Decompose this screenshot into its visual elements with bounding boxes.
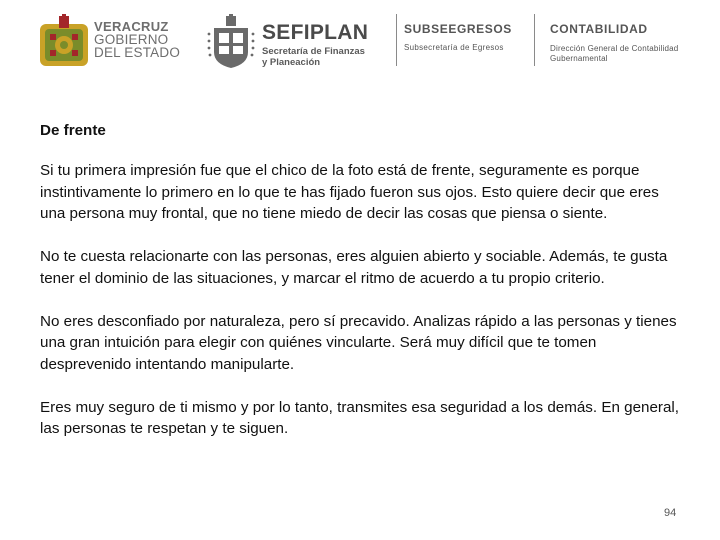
sefiplan-subtitle-line-1: Secretaría de Finanzas bbox=[262, 46, 365, 57]
page-header bbox=[0, 0, 720, 90]
paragraph: Eres muy seguro de ti mismo y por lo tanto, transmites esa seguridad a los demás. En general, las personas te respetan y te siguen. bbox=[40, 398, 680, 438]
paragraph: No te cuesta relacionarte con las personas, eres alguien abierto y sociable. Además, te gusta tener el dominio de las situaciones, y marcar el ritmo de acuerdo a tu propio criterio. bbox=[40, 248, 668, 287]
contabilidad-title: CONTABILIDAD bbox=[550, 22, 648, 36]
document-body bbox=[40, 120, 680, 461]
sefiplan-emblem-logo bbox=[206, 14, 256, 70]
sefiplan-title: SEFIPLAN bbox=[262, 21, 369, 44]
contabilidad-subtitle-line-2: Gubernamental bbox=[550, 54, 608, 63]
veracruz-coat-of-arms-logo bbox=[36, 14, 92, 70]
header-divider bbox=[396, 14, 397, 66]
page-number: 94 bbox=[664, 507, 677, 519]
paragraph: No eres desconfiado por naturaleza, pero sí precavido. Analizas rápido a las personas y tienes una gran intuición para elegir con quiénes vincularte. Será muy difícil que te tomen desprevenido intentando manipularte. bbox=[40, 312, 677, 373]
subsecretaria-subtitle: Subsecretaría de Egresos bbox=[404, 43, 504, 52]
veracruz-wordmark bbox=[94, 20, 180, 59]
header-divider bbox=[534, 14, 535, 66]
sefiplan-subtitle-line-2: y Planeación bbox=[262, 57, 321, 68]
veracruz-line-1: VERACRUZ bbox=[94, 19, 169, 34]
contabilidad-subtitle-line-1: Dirección General de Contabilidad bbox=[550, 44, 679, 53]
veracruz-line-2: GOBIERNO bbox=[94, 32, 169, 47]
veracruz-line-3: DEL ESTADO bbox=[94, 45, 181, 60]
sefiplan-subtitle bbox=[262, 46, 365, 68]
paragraph: Si tu primera impresión fue que el chico de la foto está de frente, seguramente es porque instintivamente lo primero en lo que te has fijado fueron sus ojos. Esto quiere decir que eres una persona muy frontal, que no tiene miedo de decir las cosas que piensa o siente. bbox=[40, 162, 659, 223]
contabilidad-subtitle bbox=[550, 44, 678, 64]
subsecretaria-title: SUBSEEGRESOS bbox=[404, 22, 512, 36]
section-heading: De frente bbox=[40, 122, 106, 139]
